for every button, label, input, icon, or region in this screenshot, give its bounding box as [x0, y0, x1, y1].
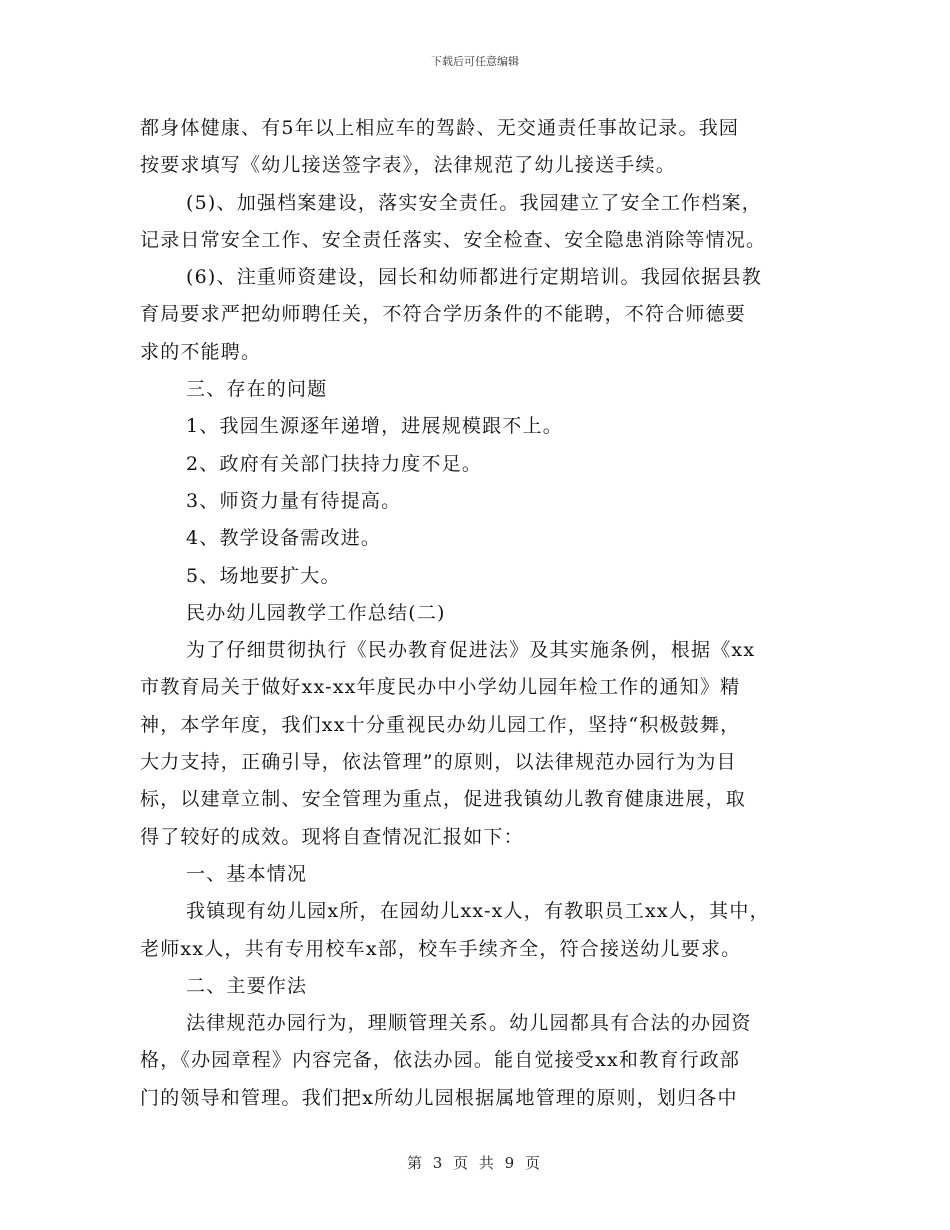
text-line: 育局要求严把幼师聘任关，不符合学历条件的不能聘，不符合师德要: [140, 303, 747, 326]
text-line: 标，以建章立制、安全管理为重点，促进我镇幼儿教育健康进展，取: [140, 788, 747, 811]
header-note: 下载后可任意编辑: [431, 55, 519, 68]
text-line: 一、基本情况: [186, 862, 308, 885]
text-line: 2、政府有关部门扶持力度不足。: [186, 452, 483, 475]
text-line: 老师xx人，共有专用校车x部，校车手续齐全，符合接送幼儿要求。: [140, 937, 742, 960]
text-line: 记录日常安全工作、安全责任落实、安全检查、安全隐患消除等情况。: [140, 228, 767, 251]
text-line: 民办幼儿园教学工作总结(二): [186, 601, 446, 624]
text-line: 5、场地要扩大。: [186, 564, 341, 587]
text-line: 得了较好的成效。现将自查情况汇报如下：: [140, 825, 524, 848]
text-line: 都身体健康、有5年以上相应车的驾龄、无交通责任事故记录。我园: [140, 117, 740, 139]
text-line: 三、存在的问题: [186, 378, 328, 401]
text-line: 法律规范办园行为，理顺管理关系。幼儿园都具有合法的办园资: [186, 1012, 752, 1035]
text-line: 3、师资力量有待提高。: [186, 489, 402, 512]
page-footer: 第 3 页 共 9 页: [407, 1154, 543, 1172]
text-line: (5)、加强档案建设，落实安全责任。我园建立了安全工作档案，: [186, 191, 762, 214]
text-line: 二、主要作法: [186, 974, 308, 997]
text-line: 我镇现有幼儿园x所，在园幼儿xx-x人，有教职员工xx人，其中，: [186, 900, 770, 923]
text-line: 神，本学年度，我们xx十分重视民办幼儿园工作，坚持“积极鼓舞，: [140, 713, 741, 736]
text-line: 门的领导和管理。我们把x所幼儿园根据属地管理的原则，划归各中: [140, 1086, 738, 1109]
text-line: 求的不能聘。: [140, 340, 262, 363]
document-body: [140, 110, 830, 1117]
text-line: 市教育局关于做好xx-xx年度民办中小学幼儿园年检工作的通知》精: [140, 676, 741, 699]
text-line: 大力支持，正确引导，依法管理”的原则，以法律规范办园行为为目: [140, 751, 737, 774]
text-line: 按要求填写《幼儿接送签字表》，法律规范了幼儿接送手续。: [140, 154, 676, 177]
text-line: (6)、注重师资建设，园长和幼师都进行定期培训。我园依据县教: [186, 266, 762, 289]
text-line: 格，《办园章程》内容完备，依法办园。能自觉接受xx和教育行政部: [140, 1049, 741, 1072]
text-line: 4、教学设备需改进。: [186, 527, 382, 550]
text-line: 1、我园生源逐年递增，进展规模跟不上。: [186, 415, 563, 438]
text-line: 为了仔细贯彻执行《民办教育促进法》及其实施条例，根据《xx: [186, 639, 756, 662]
